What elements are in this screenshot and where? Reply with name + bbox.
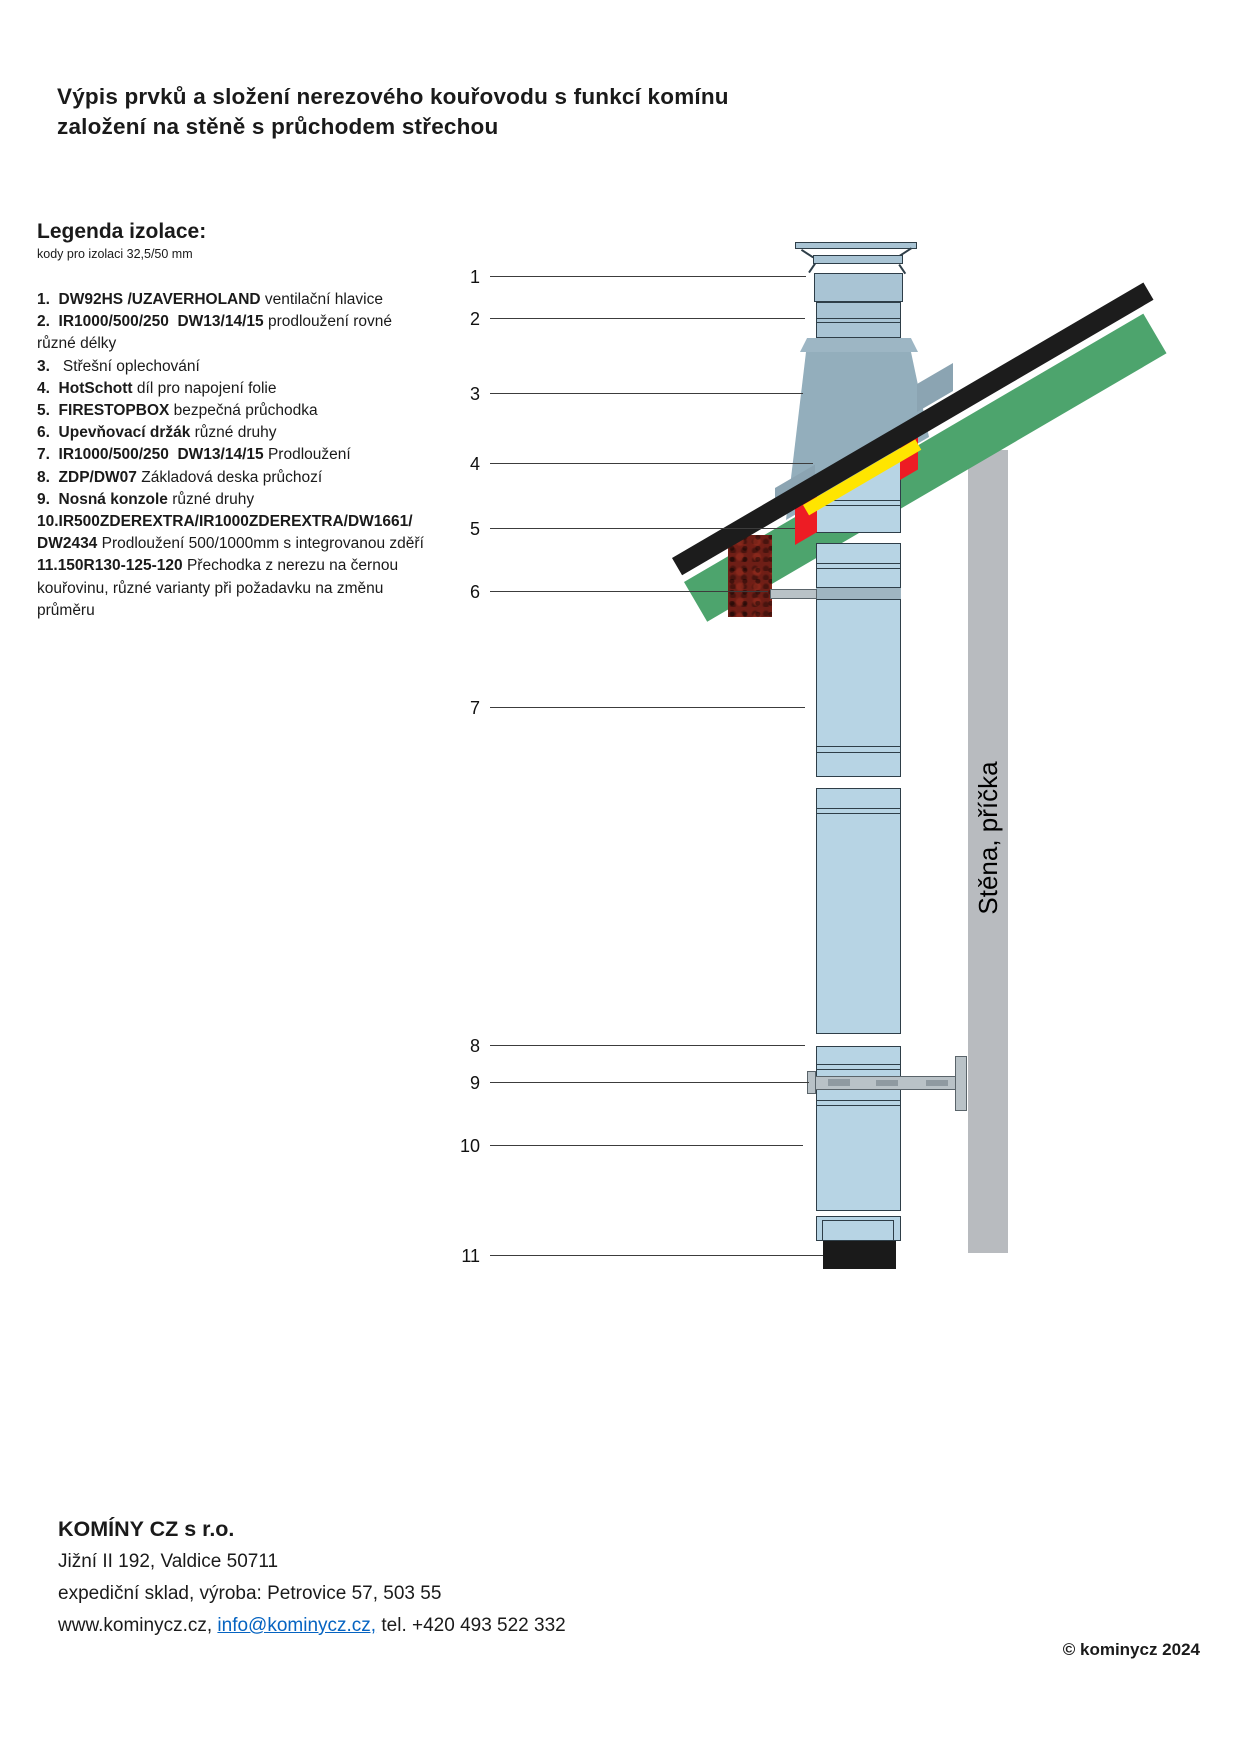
pipe-seam [817,1100,900,1101]
page-title-line1: Výpis prvků a složení nerezového kouřovodu s funkcí komínu [57,84,729,109]
legend-item-line: kouřovinu, různé varianty při požadavku na změnu [37,579,384,597]
pipe-seam [817,318,900,319]
footer-web: www.kominycz.cz, [58,1615,218,1636]
legend-item-line: 7. IR1000/500/250 DW13/14/15 Prodloužení [37,446,351,464]
legend-subheading: kody pro izolaci 32,5/50 mm [37,247,193,261]
pipe-seam [817,1105,900,1106]
footer-address-line: expediční sklad, výroba: Petrovice 57, 503 55 [58,1583,442,1604]
footer-phone: tel. +420 493 522 332 [376,1615,566,1636]
callout-line-6 [490,591,768,592]
legend-item-list [37,289,424,622]
callout-line-7 [490,707,805,708]
wall-label: Stěna, příčka [973,761,1003,915]
mounting-bracket [770,589,817,599]
legend-item-line: 9. Nosná konzole různé druhy [37,490,255,508]
callout-number-11: 11 [461,1246,480,1266]
legend-heading: Legenda izolace: [37,220,207,243]
flashing-flange [800,338,918,352]
email-link[interactable]: info@kominycz.cz, [217,1615,377,1636]
pipe-clamp-band [816,587,901,600]
vent-head-body [814,273,903,302]
support-console-plate [876,1080,898,1086]
pipe-seam [817,1064,900,1065]
callout-number-10: 10 [459,1136,480,1156]
callout-line-1 [490,276,806,277]
callout-line-2 [490,318,805,319]
legend-item-line: 8. ZDP/DW07 Základová deska průchozí [37,468,323,486]
callout-line-10 [490,1145,803,1146]
upper-pipe-section [816,302,901,338]
pipe-seam [817,563,900,564]
callout-number-2: 2 [469,309,480,329]
legend-item-line: 11.150R130-125-120 Přechodka z nerezu na černou [37,557,399,575]
pipe-seam [817,1069,900,1070]
callout-number-8: 8 [469,1036,480,1056]
callout-number-4: 4 [469,454,480,474]
legend-item-line: 5. FIRESTOPBOX bezpečná průchodka [37,402,318,420]
pipe-seam [817,505,900,506]
pipe-section [816,543,901,777]
legend-item-line: průměru [37,601,95,619]
footer [58,1512,566,1642]
legend-item-line: 3. Střešní oplechování [37,357,200,375]
support-console-plate [926,1080,948,1086]
legend-item-line: různé délky [37,335,117,353]
callout-line-3 [490,393,803,394]
pipe-seam [817,813,900,814]
pipe-section [816,1046,901,1211]
vent-head-strut [808,263,816,273]
copyright: © kominycz 2024 [1062,1640,1200,1659]
callout-number-9: 9 [469,1073,480,1093]
callout-number-5: 5 [469,519,480,539]
roof-black-band [672,283,1154,576]
page-title-line2: založení na stěně s průchodem střechou [57,114,499,139]
legend-item-line: 6. Upevňovací držák různé druhy [37,424,277,442]
callout-line-11 [490,1255,823,1256]
callout-number-6: 6 [469,582,480,602]
vent-head-collar [813,255,903,264]
pipe-seam [817,808,900,809]
support-console-wall-plate [955,1056,967,1111]
callout-number-3: 3 [469,384,480,404]
footer-contact-line [58,1610,566,1642]
legend-item-line: 4. HotSchott díl pro napojení folie [37,379,277,397]
vent-head-strut [801,249,814,258]
roof-beam [728,535,772,617]
callout-line-8 [490,1045,805,1046]
callout-number-7: 7 [469,698,480,718]
legend-item-line: 10.IR500ZDEREXTRA/IR1000ZDEREXTRA/DW1661/ [37,513,413,531]
callout-line-4 [490,463,813,464]
pipe-seam [817,568,900,569]
vent-head-cap-plate [795,242,917,249]
footer-address-line: Jižní II 192, Valdice 50711 [58,1551,279,1572]
pipe-seam [817,322,900,323]
callout-number-1: 1 [469,267,480,287]
legend-item-line: 1. DW92HS /UZAVERHOLAND ventilační hlavice [37,291,383,308]
pipe-base-inner-plate [822,1220,894,1241]
callout-line-5 [490,528,795,529]
pipe-section [816,788,901,1034]
page-title [57,82,729,142]
legend-item-line: 2. IR1000/500/250 DW13/14/15 prodloužení rovné [37,313,393,331]
black-flue-adapter [823,1241,896,1269]
company-name: KOMÍNY CZ s r.o. [58,1517,235,1541]
pipe-seam [817,752,900,753]
support-console-plate [828,1079,850,1086]
legend-item-line: DW2434 Prodloužení 500/1000mm s integrovanou zděří [37,535,424,553]
pipe-seam [817,746,900,747]
callout-line-9 [490,1082,809,1083]
